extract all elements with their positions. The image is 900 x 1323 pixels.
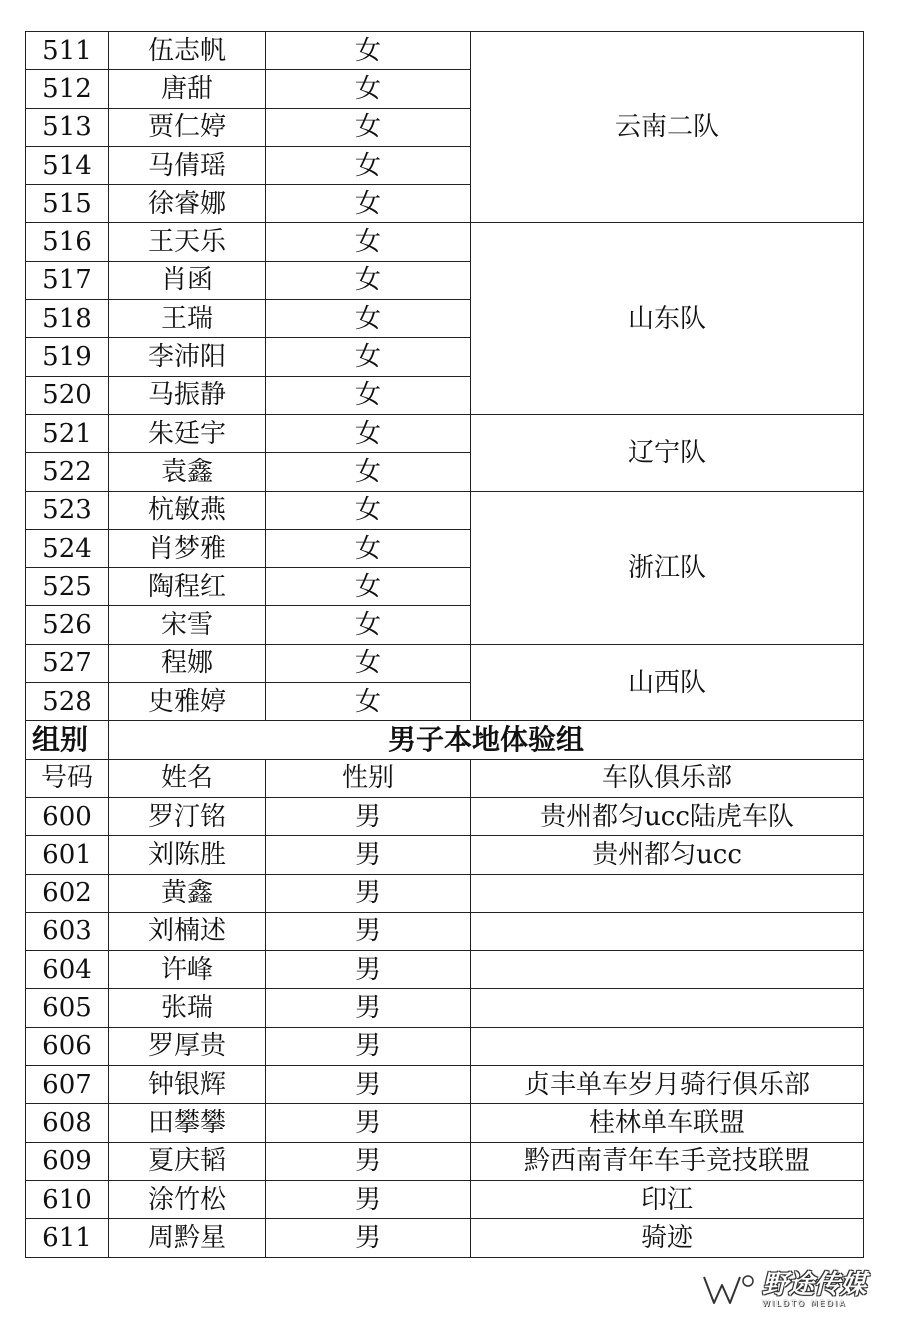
rider-number: 514 — [26, 146, 109, 184]
table-row — [26, 223, 864, 261]
rider-gender: 女 — [266, 414, 471, 452]
watermark-cn: 野途传媒 — [762, 1270, 867, 1300]
table-row — [26, 491, 864, 529]
rider-club: 贵州都匀ucc陆虎车队 — [471, 797, 864, 835]
rider-club — [471, 1027, 864, 1065]
rider-gender: 女 — [266, 32, 471, 70]
team-cell: 辽宁队 — [471, 414, 864, 491]
rider-club: 骑迹 — [471, 1219, 864, 1257]
rider-gender: 男 — [266, 1142, 471, 1180]
rider-number: 604 — [26, 951, 109, 989]
rider-number: 610 — [26, 1180, 109, 1218]
group-row — [26, 721, 864, 759]
rider-name: 肖梦雅 — [109, 529, 266, 567]
watermark-en: WILDTO MEDIA — [762, 1299, 847, 1308]
rider-name: 李沛阳 — [109, 338, 266, 376]
rider-name: 涂竹松 — [109, 1180, 266, 1218]
header-club: 车队俱乐部 — [471, 759, 864, 797]
rider-number: 513 — [26, 108, 109, 146]
rider-name: 史雅婷 — [109, 683, 266, 721]
rider-number: 608 — [26, 1104, 109, 1142]
table-row — [26, 1219, 864, 1257]
rider-number: 524 — [26, 529, 109, 567]
table-row — [26, 797, 864, 835]
rider-name: 贾仁婷 — [109, 108, 266, 146]
rider-gender: 女 — [266, 185, 471, 223]
rider-name: 罗汀铭 — [109, 797, 266, 835]
rider-name: 朱廷宇 — [109, 414, 266, 452]
team-cell: 云南二队 — [471, 32, 864, 223]
header-gender: 性别 — [266, 759, 471, 797]
rider-gender: 女 — [266, 453, 471, 491]
rider-gender: 女 — [266, 338, 471, 376]
rider-gender: 女 — [266, 644, 471, 682]
team-cell: 浙江队 — [471, 491, 864, 644]
rider-name: 田攀攀 — [109, 1104, 266, 1142]
table-row — [26, 1142, 864, 1180]
rider-name: 王天乐 — [109, 223, 266, 261]
rider-club: 贵州都匀ucc — [471, 836, 864, 874]
team-cell: 山东队 — [471, 223, 864, 414]
rider-number: 609 — [26, 1142, 109, 1180]
rider-gender: 女 — [266, 568, 471, 606]
table-row — [26, 1027, 864, 1065]
table-row — [26, 951, 864, 989]
rider-name: 王瑞 — [109, 300, 266, 338]
rider-number: 607 — [26, 1066, 109, 1104]
table-row — [26, 874, 864, 912]
rider-name: 杭敏燕 — [109, 491, 266, 529]
rider-number: 606 — [26, 1027, 109, 1065]
rider-number: 511 — [26, 32, 109, 70]
rider-number: 528 — [26, 683, 109, 721]
rider-name: 肖函 — [109, 261, 266, 299]
rider-gender: 女 — [266, 491, 471, 529]
rider-club: 黔西南青年车手竞技联盟 — [471, 1142, 864, 1180]
rider-name: 马振静 — [109, 376, 266, 414]
rider-gender: 男 — [266, 989, 471, 1027]
watermark — [700, 1269, 890, 1311]
rider-name: 徐睿娜 — [109, 185, 266, 223]
rider-club — [471, 912, 864, 950]
table-row — [26, 414, 864, 452]
team-cell: 山西队 — [471, 644, 864, 721]
rider-number: 522 — [26, 453, 109, 491]
rider-name: 马倩瑶 — [109, 146, 266, 184]
media-logo-icon — [700, 1271, 756, 1309]
rider-name: 张瑞 — [109, 989, 266, 1027]
rider-name: 夏庆韬 — [109, 1142, 266, 1180]
rider-name: 黄鑫 — [109, 874, 266, 912]
rider-number: 525 — [26, 568, 109, 606]
group-label: 组别 — [26, 721, 109, 759]
rider-gender: 男 — [266, 1027, 471, 1065]
column-header-row — [26, 759, 864, 797]
rider-name: 程娜 — [109, 644, 266, 682]
rider-gender: 女 — [266, 683, 471, 721]
rider-number: 518 — [26, 300, 109, 338]
rider-club — [471, 874, 864, 912]
rider-number: 603 — [26, 912, 109, 950]
rider-gender: 男 — [266, 1180, 471, 1218]
table-row — [26, 32, 864, 70]
rider-name: 刘楠述 — [109, 912, 266, 950]
rider-name: 宋雪 — [109, 606, 266, 644]
rider-gender: 男 — [266, 1104, 471, 1142]
watermark-text — [762, 1272, 866, 1308]
rider-gender: 女 — [266, 70, 471, 108]
rider-club: 桂林单车联盟 — [471, 1104, 864, 1142]
table-row — [26, 644, 864, 682]
rider-number: 523 — [26, 491, 109, 529]
table-row — [26, 989, 864, 1027]
rider-number: 512 — [26, 70, 109, 108]
rider-name: 袁鑫 — [109, 453, 266, 491]
group-name: 男子本地体验组 — [109, 721, 864, 759]
rider-gender: 男 — [266, 836, 471, 874]
rider-club — [471, 989, 864, 1027]
rider-name: 刘陈胜 — [109, 836, 266, 874]
rider-number: 605 — [26, 989, 109, 1027]
rider-name: 罗厚贵 — [109, 1027, 266, 1065]
rider-name: 伍志帆 — [109, 32, 266, 70]
rider-name: 周黔星 — [109, 1219, 266, 1257]
table-row — [26, 836, 864, 874]
header-name: 姓名 — [109, 759, 266, 797]
rider-number: 601 — [26, 836, 109, 874]
rider-gender: 女 — [266, 376, 471, 414]
rider-gender: 女 — [266, 108, 471, 146]
rider-gender: 女 — [266, 529, 471, 567]
rider-gender: 男 — [266, 1219, 471, 1257]
rider-gender: 男 — [266, 1066, 471, 1104]
rider-name: 许峰 — [109, 951, 266, 989]
rider-number: 526 — [26, 606, 109, 644]
rider-gender: 男 — [266, 951, 471, 989]
rider-number: 521 — [26, 414, 109, 452]
table-row — [26, 912, 864, 950]
rider-gender: 女 — [266, 300, 471, 338]
header-number: 号码 — [26, 759, 109, 797]
rider-name: 唐甜 — [109, 70, 266, 108]
rider-number: 515 — [26, 185, 109, 223]
rider-number: 520 — [26, 376, 109, 414]
table-row — [26, 1180, 864, 1218]
rider-number: 600 — [26, 797, 109, 835]
rider-gender: 女 — [266, 223, 471, 261]
rider-number: 611 — [26, 1219, 109, 1257]
rider-gender: 女 — [266, 606, 471, 644]
rider-number: 516 — [26, 223, 109, 261]
rider-gender: 男 — [266, 874, 471, 912]
rider-gender: 男 — [266, 912, 471, 950]
rider-gender: 男 — [266, 797, 471, 835]
table-row — [26, 1066, 864, 1104]
rider-number: 527 — [26, 644, 109, 682]
table-row — [26, 1104, 864, 1142]
rider-number: 602 — [26, 874, 109, 912]
rider-club: 贞丰单车岁月骑行俱乐部 — [471, 1066, 864, 1104]
roster-table — [25, 31, 864, 1258]
rider-club: 印江 — [471, 1180, 864, 1218]
rider-name: 钟银辉 — [109, 1066, 266, 1104]
rider-gender: 女 — [266, 261, 471, 299]
rider-club — [471, 951, 864, 989]
rider-name: 陶程红 — [109, 568, 266, 606]
rider-number: 517 — [26, 261, 109, 299]
rider-number: 519 — [26, 338, 109, 376]
rider-gender: 女 — [266, 146, 471, 184]
